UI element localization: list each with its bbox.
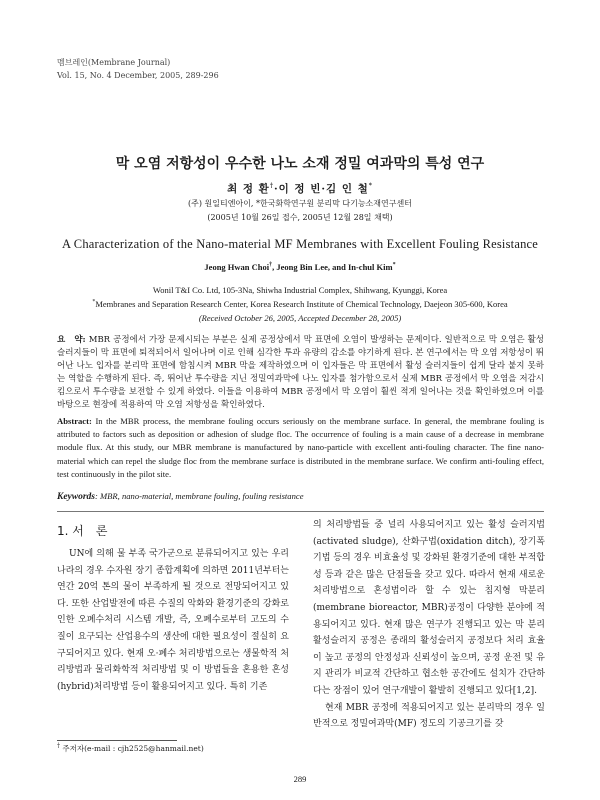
journal-header [57, 56, 219, 82]
affiliation-mark: * [368, 182, 373, 190]
author-first-en: Jeong Hwan Choi [204, 262, 270, 272]
korean-abstract-text: MBR 공정에서 가장 문제시되는 부분은 실제 공정상에서 막 표면에 오염이 발생하는 문제이다. 일반적으로 막 오염은 활성 슬러지들이 막 표면에 퇴적되어서 일어나며 이로 인해 심각한 투과 유량의 감소를 야기하게 된다. 본 연구에서는 막 오염 저항성이 뛰어난 나노 입자를 분리막 표면에 함침시켜 MBR 막을 제작하였으며 이 입자들은 막 표면에서 활성 슬러지들이 쉽게 달라 붙지 못하는 역할을 수행하게 된다. 즉, 뛰어난 투수량을 지닌 정밀여과막에 나노 입자를 첨가함으로서 실제 MBR 공정에서 막 오염을 저감시킴으로서 투수량을 보전할 수 있게 하였다. 이들을 이용하여 MBR 공정에서 막 오염이 훨씬 적게 일어나는 것을 확인하였으며 이를 바탕으로 현장에 적용하여 막 오염 저항성을 확인하였다. [57, 335, 545, 410]
journal-name: 멤브레인(Membrane Journal) [57, 58, 171, 67]
affiliation-mark-en: * [392, 262, 396, 269]
english-affiliation [0, 283, 600, 325]
affiliation-mark-2: * [92, 299, 96, 306]
korean-affiliation [0, 197, 600, 225]
corresponding-mark: † [269, 182, 274, 190]
english-affiliation-line2-wrap [0, 297, 600, 311]
footnote-text: 주저자(e-mail : cjh2525@hanmail.net) [60, 744, 204, 753]
body-paragraph: UN에 의해 물 부족 국가군으로 분류되어지고 있는 우리나라의 경우 수자원 장기 종합계획에 의하면 2011년부터는 연간 20억 톤의 물이 부족하게 될 것으로 전망되어지고 있다. 또한 산업발전에 따른 수질의 악화와 환경기준의 강화로 인한 오폐수처리 시스템 개발, 즉, 오폐수로부터 고도의 수질이 요구되는 산업용수의 생산에 대한 필요성이 절실히 요구되어지고 있다. 현재 오·폐수 처리방법으로는 생물학적 처리방법과 물리화학적 처리방법 및 이 방법들을 혼용한 혼성(hybrid)처리방법 등이 활용되어지고 있다. 특히 기존 [57, 549, 289, 692]
footnote-rule [57, 740, 177, 741]
english-title: A Characterization of the Nano-material MF Membranes with Excellent Fouling Resistance [61, 237, 539, 251]
page-number: 289 [293, 774, 307, 784]
korean-authors [0, 181, 600, 196]
korean-title: 막 오염 저항성이 우수한 나노 소재 정밀 여과막의 특성 연구 [115, 156, 485, 172]
keywords [57, 491, 544, 502]
english-abstract-text: In the MBR process, the membrane fouling occurs seriously on the membrane surface. In general, the membrane fouling is attributed to factors such as deposition or adhesion of sludge floc. The occurrence of fouling is a main cause of a decrease in membrane module flux. At this study, our MBR membrane is manufactured by nano-particle with excellent anti-fouling character. The fine nano-material which can repel the sludge floc from the membrane surface is distributed in the membrane surface. We confirm anti-fouling effect, test continuously in the pilot site. [57, 416, 544, 479]
author-rest: ·이 정 빈·김 인 철 [273, 183, 369, 195]
corresponding-mark-en: † [269, 262, 273, 269]
english-dates: (Received October 26, 2005, Accepted December 28, 2005) [198, 313, 402, 323]
footnote-mark: † [57, 742, 60, 750]
body-paragraph: 의 처리방법들 중 널리 사용되어지고 있는 활성 슬러지법(activated sludge), 산화구법(oxidation ditch), 장기폭기법 등의 경우 비효율성 및 강화된 환경기준에 대한 부적합성 등과 같은 많은 단점들을 갖고 있다. 따라서 현재 새로운 처리방법으로 혼성법이라 할 수 있는 침지형 막분리(membrane bioreactor, MBR)공정이 다양한 분야에 적용되어지고 있다. 현재 많은 연구가 진행되고 있는 막 분리 활성슬러지 공정은 종래의 활성슬러지 공정보다 처리 효율이 높고 공정의 안정성과 신뢰성이 높으며, 공정 운전 및 유지 관리가 비교적 간단하고 협소한 공간에도 설치가 간단하다는 장점이 있어 연구개발이 활발히 진행되고 있다[1,2]. [313, 520, 545, 696]
english-abstract [57, 415, 544, 481]
body-paragraph: 현재 MBR 공정에 적용되어지고 있는 분리막의 경우 일반적으로 정밀여과막(MF) 정도의 기공크기를 갖 [313, 702, 545, 730]
body-column-right [313, 517, 545, 733]
english-affiliation-line2: Membranes and Separation Research Center, Korea Research Institute of Chemical Technology, Daejeon 305-600, Korea [95, 299, 508, 309]
keywords-label: Keywords [57, 492, 95, 502]
author-rest-en: , Jeong Bin Lee, and In-chul Kim [272, 262, 393, 272]
keywords-text: : MBR, nano-material, membrane fouling, fouling resistance [95, 491, 304, 501]
korean-abstract [57, 334, 544, 412]
english-authors [0, 262, 600, 272]
footnote [57, 743, 204, 754]
korean-dates: (2005년 10월 26일 접수, 2005년 12월 28일 채택) [207, 213, 393, 222]
english-affiliation-line1: Wonil T&I Co. Ltd, 105-3Na, Shiwha Industrial Complex, Shihwang, Kyunggi, Korea [152, 285, 448, 295]
korean-affiliation-line: (주) 원일티엔아이, *한국화학연구원 분리막 다기능소재연구센터 [188, 199, 412, 208]
journal-volume: Vol. 15, No. 4 December, 2005, 289-296 [57, 71, 219, 80]
body-column-left [57, 546, 289, 695]
korean-abstract-label: 요 약: [57, 335, 86, 345]
author-first: 최 정 환 [227, 183, 270, 195]
section-divider [57, 511, 544, 512]
section-heading: 1. 서 론 [57, 524, 108, 538]
english-abstract-label: Abstract: [57, 416, 92, 426]
